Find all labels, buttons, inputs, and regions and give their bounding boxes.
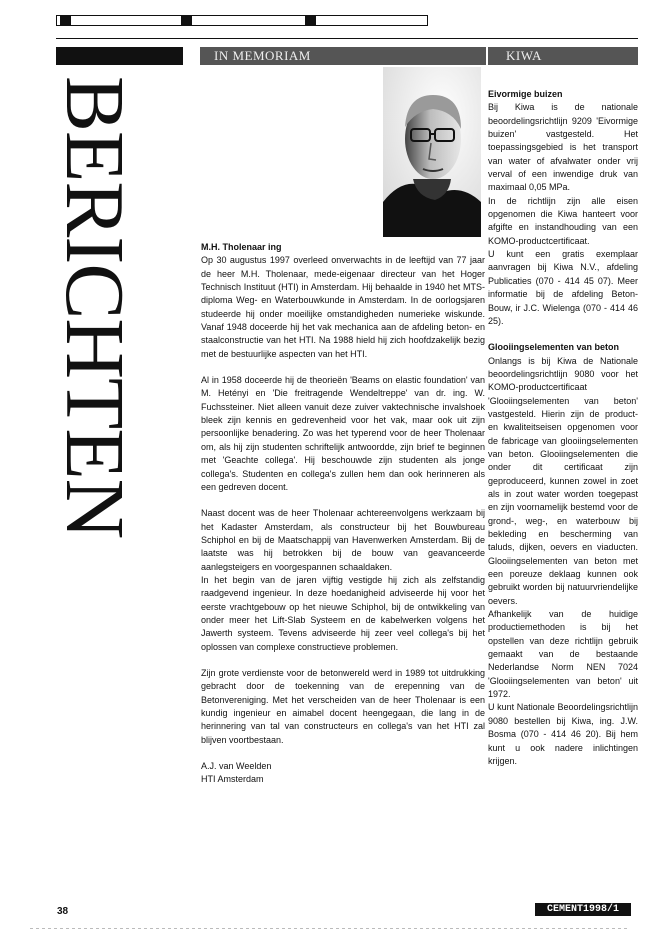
- memoriam-heading: M.H. Tholenaar ing: [201, 242, 282, 252]
- memoriam-paragraph: Naast docent was de heer Tholenaar achtereenvolgens werkzaam bij het Kadaster Amsterdam, als constructeur bij het Bouwbureau Schiphol en bij de Maatschappij van Havenwerken Amsterdam. Bij de laatste was hij betrokken bij de bouw van geavanceerde aanlegsteigers en voorgespannen schaaldaken.: [201, 508, 485, 572]
- footer-rule: [30, 928, 630, 929]
- registration-bar: [56, 15, 428, 26]
- section-title: [48, 76, 141, 908]
- header-rule: [56, 38, 638, 39]
- memoriam-paragraph: In het begin van de jaren vijftig vestigde hij zich als zelfstandig raadgevend ingenieur. In deze hoedanigheid adviseerde hij voor het eerste vrachtgebouw op het nieuwe Schiphol, bij de ontwikkeling van onder meer het Lift-Slab Systeem en de kabelwerken volgens het Jawerth systeem. Tevens adviseerde hij zeer veel collega's bij het oplossen van complexe constructieve problemen.: [201, 574, 485, 652]
- memoriam-paragraph: Zijn grote verdienste voor de betonwereld werd in 1989 tot uitdrukking gebracht door de toekenning van de erepenning van de Betonvereniging. Met het verscheiden van de heer Tholenaar is een kundig ingenieur en aimabel docent heengegaan, die lang in de herinnering van tal van constructeurs en collega's van het HTI zal blijven voortbestaan.: [201, 667, 485, 745]
- registration-mark: [181, 16, 192, 25]
- section-title-bar: [56, 47, 183, 65]
- section-title-text: BERICHTEN: [48, 76, 141, 539]
- kiwa-paragraph: U kunt een gratis exemplaar aanvragen bij Kiwa N.V., afdeling Publicaties (070 - 414 45 07). Meer informatie bij de afdeling Beton-Bouw, ir J.C. Wielenga (070 - 414 46 25).: [488, 249, 638, 326]
- signature-org: HTI Amsterdam: [201, 774, 264, 785]
- registration-mark: [305, 16, 316, 25]
- kiwa-heading-glooiing: Glooiingselementen van beton: [488, 342, 620, 353]
- kiwa-paragraph: Afhankelijk van de huidige productiemethoden is bij het opstellen van deze richtlijn gebruik gemaakt van de bestaande Nederlandse Norm NEN 7024 'Glooiingselementen van beton' uit 1972.: [488, 609, 638, 700]
- kiwa-heading-eivormige: Eivormige buizen: [488, 89, 563, 99]
- kiwa-header: KIWA: [488, 47, 638, 65]
- memoriam-article: [201, 241, 485, 787]
- memoriam-paragraph: Al in 1958 doceerde hij de theorieën 'Beams on elastic foundation' van M. Hetényi en 'Die freitragende Wendeltreppe' van dr. ing. W. Fuchssteiner. Niet alleen vanuit deze zuiver vaktechnische invalshoek bleek zijn kennis en gedrevenheid voor het vak, maar ook uit zijn persoonlijke benadering. Zo was het typerend voor de heer Tholenaar om, als hij zijn studenten schriftelijk antwoordde, zijn brief te beginnen met 'Geachte collega'. Hij beschouwde zijn studenten als jonge collega's. Studenten en collega's zullen hem dan ook herinneren als een gedreven docent.: [201, 375, 485, 492]
- kiwa-paragraph: Onlangs is bij Kiwa de Nationale beoordelingsrichtlijn 9080 voor het KOMO-productcertificaat 'Glooiingselementen van beton' vastgesteld. Hierin zijn de product- en kwaliteitseisen opgenomen voor de fabricage van glooiingselementen van beton. Glooiingselementen die onder dit certificaat zijn geproduceerd, kunnen zowel in zoet als in zout water worden toegepast en zijn voornamelijk bestemd voor de grond-, weg-, en waterbouw bij bekleding en bescherming van taluds, dijken, oevers en viaducten. Glooiingselementen van beton met een poreuze deklaag kunnen ook gebruikt worden bij natuurvriendelijke oevers.: [488, 355, 638, 606]
- kiwa-paragraph: Bij Kiwa is de nationale beoordelingsrichtlijn 9209 'Eivormige buizen' vastgesteld. Het toepassingsgebied is het transport van water of afvalwater onder vrij verval of een inwendige druk van maximaal 0,05 MPa.: [488, 102, 638, 193]
- signature-name: A.J. van Weelden: [201, 761, 272, 772]
- kiwa-paragraph: In de richtlijn zijn alle eisen opgenomen die Kiwa hanteert voor afgifte en instandhouding van een KOMO-productcertificaat.: [488, 195, 638, 246]
- memoriam-paragraph: Op 30 augustus 1997 overleed onverwachts in de leeftijd van 77 jaar de heer M.H. Tholenaar, mede-eigenaar directeur van het Hoger Technisch Instituut (HTI) in Amsterdam. Hij behaalde in 1940 het MTS-diploma Weg- en Waterbouwkunde in Amsterdam. In de oorlogsjaren studeerde hij onder moeilijke omstandigheden numerieke wiskunde. Vanaf 1948 doceerde hij het vak mechanica aan de afdeling beton- en staalconstructie van het HTI. Na 1988 hield hij zich hoofdzakelijk bezig met de bestuurlijke aspecten van het HTI.: [201, 255, 485, 359]
- kiwa-column: [488, 88, 638, 768]
- issue-badge: CEMENT1998/1: [535, 903, 631, 916]
- spacer: [488, 328, 638, 341]
- registration-mark: [60, 16, 71, 25]
- in-memoriam-header: IN MEMORIAM: [200, 47, 486, 65]
- page-number: 38: [57, 906, 69, 917]
- portrait-photo: [383, 67, 481, 237]
- kiwa-paragraph: U kunt Nationale Beoordelingsrichtlijn 9080 bestellen bij Kiwa, ing. J.W. Bosma (070 - 414 46 20). Bij hem kunt u ook nadere inlichtingen krijgen.: [488, 702, 638, 766]
